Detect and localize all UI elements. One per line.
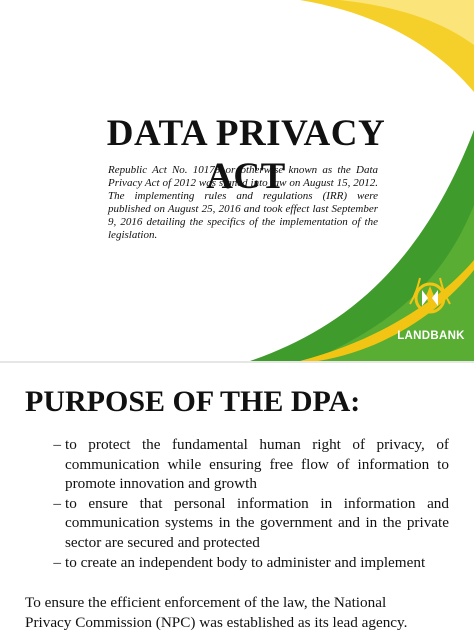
list-item xyxy=(25,553,449,573)
bullet-dash: – xyxy=(53,494,61,512)
bullet-text: to create an independent body to administer and implement xyxy=(65,553,426,571)
landbank-logo-icon xyxy=(388,260,472,330)
bullet-dash: – xyxy=(53,553,61,571)
purpose-list xyxy=(25,435,449,572)
bullet-text: to ensure that personal information in information and communication systems in the government and in the private sector are secured and protected xyxy=(65,494,449,551)
list-item xyxy=(25,435,449,494)
closing-line-2: Privacy Commission (NPC) was established as its lead agency. xyxy=(25,613,408,631)
slide-purpose-of-dpa xyxy=(0,363,474,632)
landbank-logo xyxy=(388,260,472,350)
landbank-logo-text: LANDBANK xyxy=(397,330,465,342)
list-item xyxy=(25,494,449,553)
closing-line-1: To ensure the efficient enforcement of the law, the National xyxy=(25,594,387,611)
slide1-title: DATA PRIVACY ACT xyxy=(106,113,386,197)
bullet-text: to protect the fundamental human right of privacy, of communication while ensuring free flow of information to promote innovation and growth xyxy=(65,436,449,493)
closing-paragraph xyxy=(25,593,465,632)
bullet-dash: – xyxy=(53,436,61,453)
slide1-paragraph: Republic Act No. 10173 or otherwise known as the Data Privacy Act of 2012 was signed into law on August 15, 2012. The implementing rules and regulations (IRR) were published on August 25, 2016 and took effect last September 9, 2016 detailing the specifics of the implementation of the legislation. xyxy=(108,164,378,241)
slide2-title: PURPOSE OF THE DPA: xyxy=(25,385,361,418)
